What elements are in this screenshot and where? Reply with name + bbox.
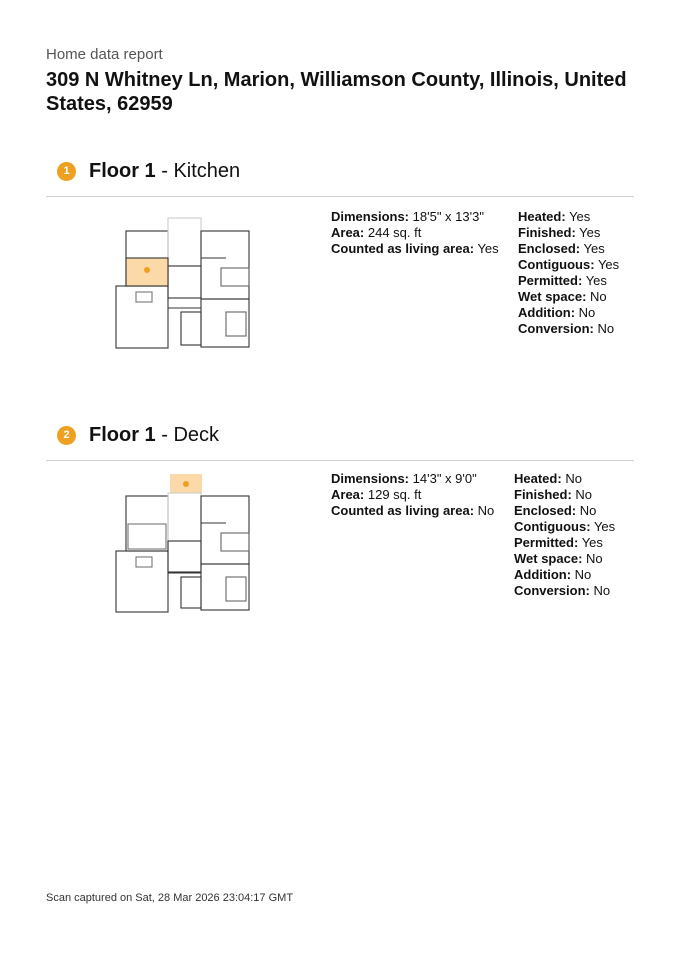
floor-plan-deck <box>106 470 256 620</box>
room-attributes-primary <box>331 471 494 519</box>
attr-permitted: Permitted: Yes <box>518 273 607 288</box>
room-attributes-secondary <box>514 471 615 599</box>
attr-contiguous: Contiguous: Yes <box>514 519 616 534</box>
attr-area: Area: 129 sq. ft <box>331 487 422 502</box>
floor-plan-kitchen <box>106 208 256 358</box>
report-label: Home data report <box>46 46 163 63</box>
attr-dimensions: Dimensions: 18'5" x 13'3" <box>331 209 484 224</box>
attr-heated: Heated: Yes <box>518 209 591 224</box>
address-title: 309 N Whitney Ln, Marion, Williamson County, Illinois, United States, 62959 <box>46 69 627 115</box>
attr-finished: Finished: Yes <box>518 225 601 240</box>
title-separator: - <box>155 424 174 446</box>
attr-dimensions: Dimensions: 14'3" x 9'0" <box>331 471 477 486</box>
attr-living-area: Counted as living area: Yes <box>331 241 499 256</box>
attr-conversion: Conversion: No <box>514 583 611 598</box>
attr-living-area: Counted as living area: No <box>331 503 495 518</box>
attr-area: Area: 244 sq. ft <box>331 225 422 240</box>
room-name: Deck <box>173 424 220 446</box>
attr-wet-space: Wet space: No <box>514 551 603 566</box>
room-section-deck <box>46 422 634 598</box>
attr-heated: Heated: No <box>514 471 582 486</box>
room-name: Kitchen <box>173 160 241 182</box>
attr-enclosed: Enclosed: Yes <box>518 241 605 256</box>
attr-addition: Addition: No <box>514 567 592 582</box>
attr-finished: Finished: No <box>514 487 593 502</box>
scan-timestamp: Scan captured on Sat, 28 Mar 2026 23:04:17 GMT <box>46 892 294 904</box>
room-title <box>89 159 240 183</box>
room-attributes-primary <box>331 209 499 257</box>
room-number-badge: 2 <box>57 426 76 445</box>
attr-conversion: Conversion: No <box>518 321 615 336</box>
room-header <box>46 158 634 188</box>
section-divider <box>46 196 634 197</box>
attr-permitted: Permitted: Yes <box>514 535 603 550</box>
attr-addition: Addition: No <box>518 305 596 320</box>
room-title <box>89 423 219 447</box>
attr-wet-space: Wet space: No <box>518 289 607 304</box>
room-header <box>46 422 634 452</box>
section-divider <box>46 460 634 461</box>
floor-label: Floor 1 <box>89 160 156 182</box>
room-section-kitchen <box>46 158 634 336</box>
floor-label: Floor 1 <box>89 424 156 446</box>
room-attributes-secondary <box>518 209 619 337</box>
attr-enclosed: Enclosed: No <box>514 503 597 518</box>
attr-contiguous: Contiguous: Yes <box>518 257 620 272</box>
room-number-badge: 1 <box>57 162 76 181</box>
title-separator: - <box>155 160 174 182</box>
